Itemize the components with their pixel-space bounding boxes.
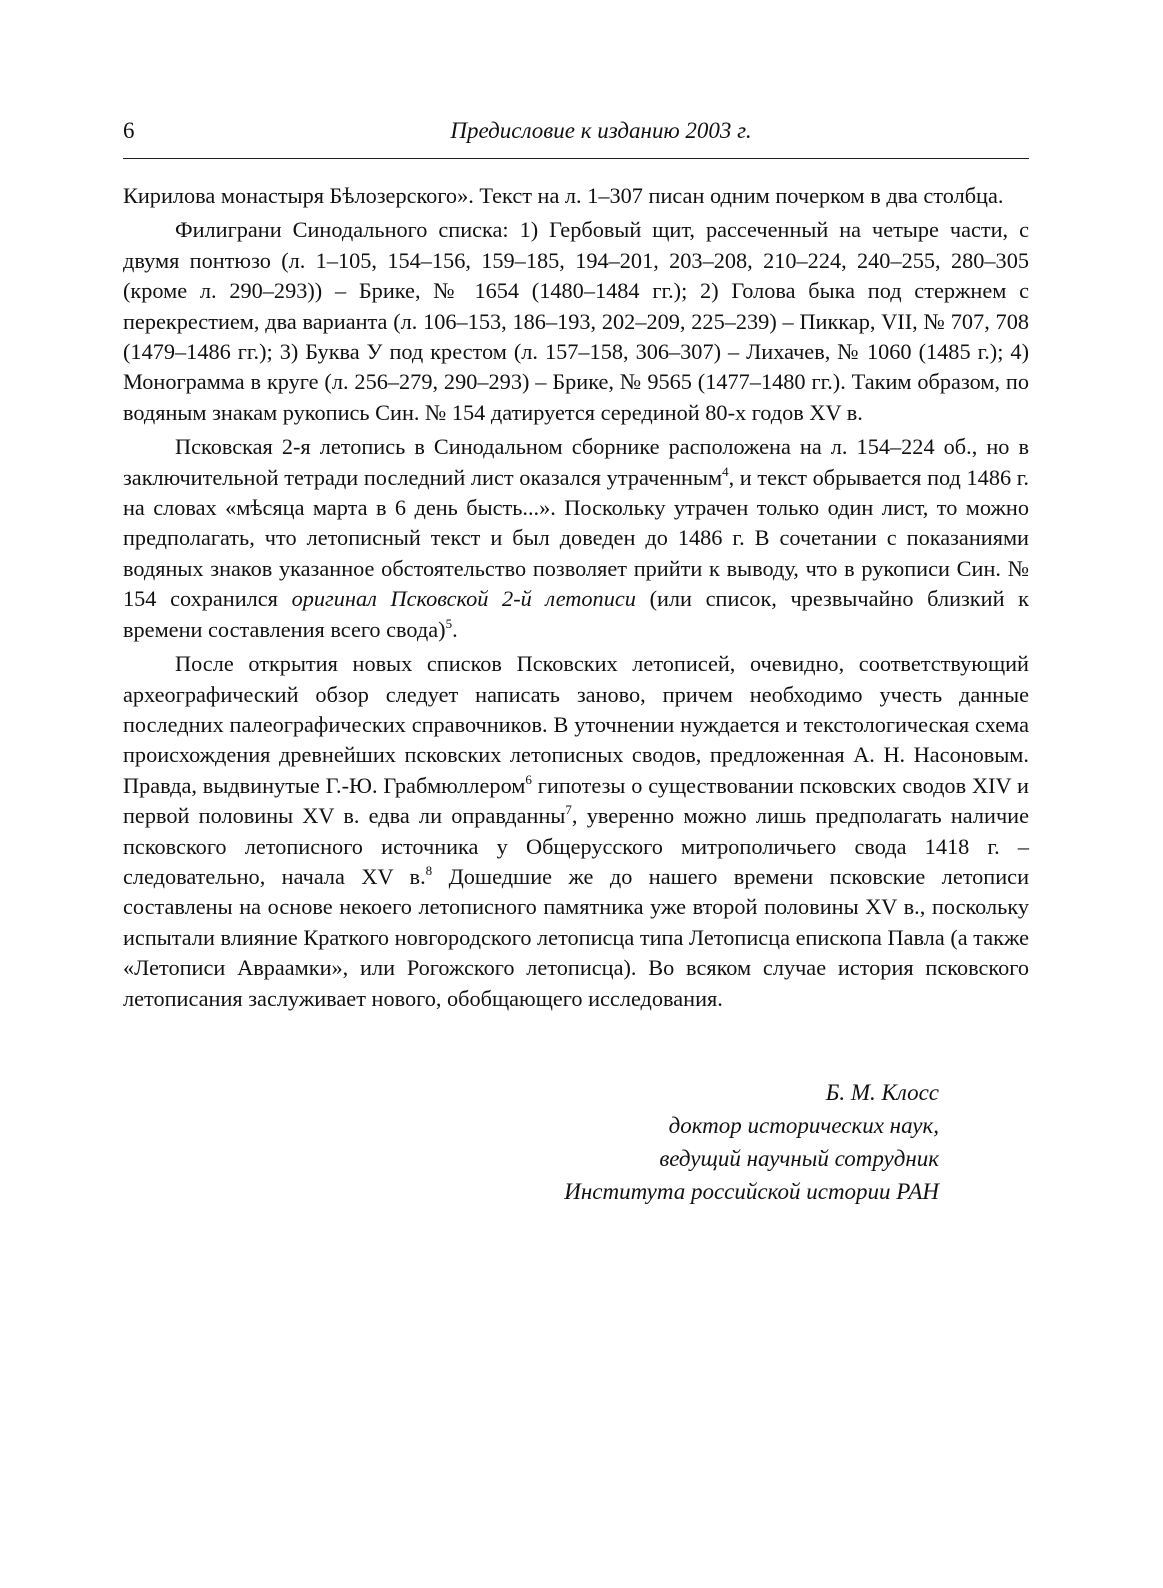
body-text [123,181,1029,1014]
paragraph-4 [123,649,1029,1014]
paragraph-2 [123,215,1029,428]
author-position: ведущий научный сотрудник [659,1146,939,1171]
text-run: , уверенно можно лишь предполагать наличие псковского летописного источника у Общерусского митрополичьего свода 1418 г. – следовательно, начала XV в. [123,803,1029,889]
text-run: Филиграни Синодального списка: 1) Гербовый щит, рассеченный на четыре части, с двумя понтюзо (л. 1–105, 154–156, 159–185, 194–201, 203–208, 210–224, 240–255, 280–305 (кроме л. 290–293)) – Брике, № 1654 (1480–1484 гг.); 2) Голова быка под стержнем с перекрестием, два варианта (л. 106–153, 186–193, 202–209, 225–239) – Пиккар, VII, № 707, 708 (1479–1486 гг.); 3) Буква У под крестом (л. 157–158, 306–307) – Лихачев, № 1060 (1485 г.); 4) Монограмма в круге (л. 256–279, 290–293) – Брике, № 9565 (1477–1480 гг.). Таким образом, по водяным знакам рукопись Син. № 154 датируется серединой 80-х годов XV в. [123,217,1029,425]
author-institution: Института российской истории РАН [564,1179,939,1204]
text-run: После открытия новых списков Псковских летописей, очевидно, соответствующий археографический обзор следует написать заново, причем необходимо учесть данные последних палеографических справочников. В уточнении нуждается и текстологическая схема происхождения древнейших псковских летописных сводов, предложенная А. Н. Насоновым. Правда, выдвинутые Г.-Ю. Грабмюллером [123,651,1029,798]
text-run: Кирилова монастыря Бѣлозерского». Текст на л. 1–307 писан одним почерком в два столбца. [123,183,1004,208]
text-run: , и текст обрывается под 1486 г. на словах «мѣсяца марта в 6 день бысть...». Поскольку утрачен только один лист, то можно предполагать, что летописный текст и был доведен до 1486 г. В сочетании с показаниями водяных знаков указанное обстоятельство позволяет прийти к выводу, что в рукописи Син. № 154 сохранился [123,464,1029,612]
footnote-marker: 5 [445,615,453,631]
footnote-marker: 6 [525,771,532,787]
footnote-marker: 8 [425,862,433,878]
footnote-marker: 4 [722,463,729,479]
text-run: гипотезы о существовании псковских сводов XIV и первой половины XV в. едва ли оправданны [123,772,1029,829]
page-number: 6 [123,118,135,143]
paragraph-1 [123,181,1029,211]
author-degree: доктор исторических наук, [668,1113,939,1138]
text-run: Дошедшие же до нашего времени псковские летописи составлены на основе некоего летописного памятника уже второй половины XV в., поскольку испытали влияние Краткого новгородского летописца типа Летописца епископа Павла (а также «Летописи Авраамки», или Рогожского летописца). Во всяком случае история псковского летописания заслуживает нового, обобщающего исследования. [123,863,1030,1011]
text-run: Псковская 2-я летопись в Синодальном сборнике расположена на л. 154–224 об., но в заключительной тетради последний лист оказался утраченным [123,434,1029,490]
text-run: . [452,616,458,642]
text-run: (или список, чрезвычайно близкий к времени составления всего свода) [123,586,1030,642]
signature-block [564,1076,939,1208]
running-title: Предисловие к изданию 2003 г. [450,118,752,143]
author-name: Б. М. Клосс [825,1080,939,1105]
footnote-marker: 7 [565,802,572,818]
header-rule [123,158,1029,159]
italic-phrase: оригинал Псковской 2-й летописи [291,586,636,612]
running-head [123,118,1029,158]
paragraph-3 [123,432,1029,645]
